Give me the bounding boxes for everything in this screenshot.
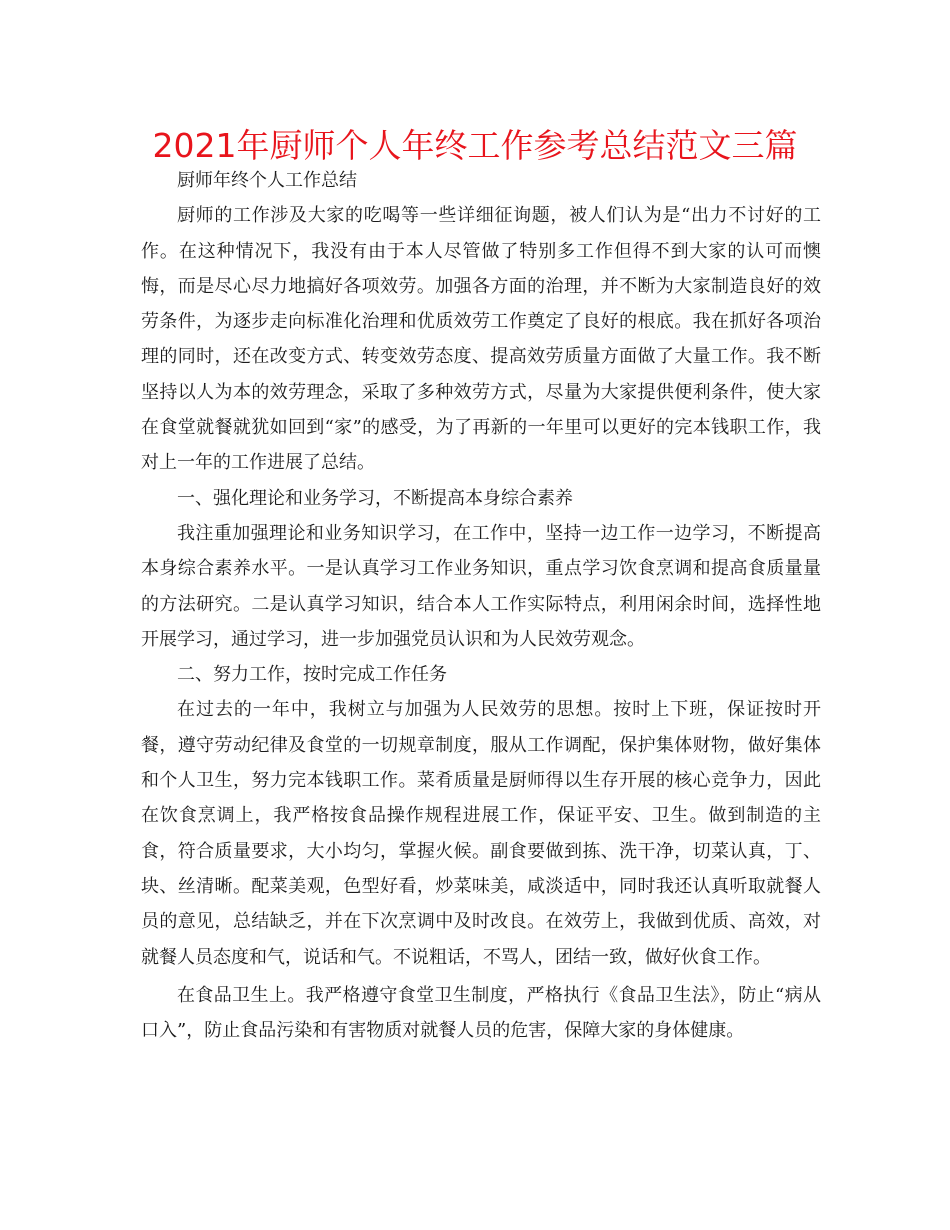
document-body <box>141 163 821 1048</box>
document-title: 2021年厨师个人年终工作参考总结范文三篇 <box>152 126 798 165</box>
section-subtitle: 厨师年终个人工作总结 <box>177 170 357 191</box>
paragraph-work: 在过去的一年中，我树立与加强为人民效劳的思想。按时上下班，保证按时开餐，遵守劳动纪律及食堂的一切规章制度，服从工作调配，保护集体财物，做好集体和个人卫生，努力完本钱职工作。菜肴质量是厨师得以生存开展的核心竞争力，因此在饮食烹调上，我严格按食品操作规程进展工作，保证平安、卫生。做到制造的主食，符合质量要求，大小均匀，掌握火候。副食要做到拣、洗干净，切菜认真，丁、块、丝清晰。配菜美观，色型好看，炒菜味美，咸淡适中，同时我还认真听取就餐人员的意见，总结缺乏，并在下次烹调中及时改良。在效劳上，我做到优质、高效，对就餐人员态度和气，说话和气。不说粗话，不骂人，团结一致，做好伙食工作。 <box>141 699 821 968</box>
paragraph-study: 我注重加强理论和业务知识学习，在工作中，坚持一边工作一边学习，不断提高本身综合素养水平。一是认真学习工作业务知识，重点学习饮食烹调和提高食质量量的方法研究。二是认真学习知识，结合本人工作实际特点，利用闲余时间，选择性地开展学习，通过学习，进一步加强党员认识和为人民效劳观念。 <box>141 522 821 650</box>
paragraph-hygiene: 在食品卫生上。我严格遵守食堂卫生制度，严格执行《食品卫生法》，防止“病从口入”，防止食品污染和有害物质对就餐人员的危害，保障大家的身体健康。 <box>141 984 821 1042</box>
section-heading-1: 一、强化理论和业务学习，不断提高本身综合素养 <box>177 487 573 509</box>
section-heading-2: 二、努力工作，按时完成工作任务 <box>177 664 447 686</box>
paragraph-intro: 厨师的工作涉及大家的吃喝等一些详细征询题，被人们认为是“出力不讨好的工作。在这种情况下，我没有由于本人尽管做了特别多工作但得不到大家的认可而懊悔，而是尽心尽力地搞好各项效劳。加强各方面的治理，并不断为大家制造良好的效劳条件，为逐步走向标准化治理和优质效劳工作奠定了良好的根底。我在抓好各项治理的同时，还在改变方式、转变效劳态度、提高效劳质量方面做了大量工作。我不断坚持以人为本的效劳理念，采取了多种效劳方式，尽量为大家提供便利条件，使大家在食堂就餐就犹如回到“家”的感受，为了再新的一年里可以更好的完本钱职工作，我对上一年的工作进展了总结。 <box>141 205 821 474</box>
